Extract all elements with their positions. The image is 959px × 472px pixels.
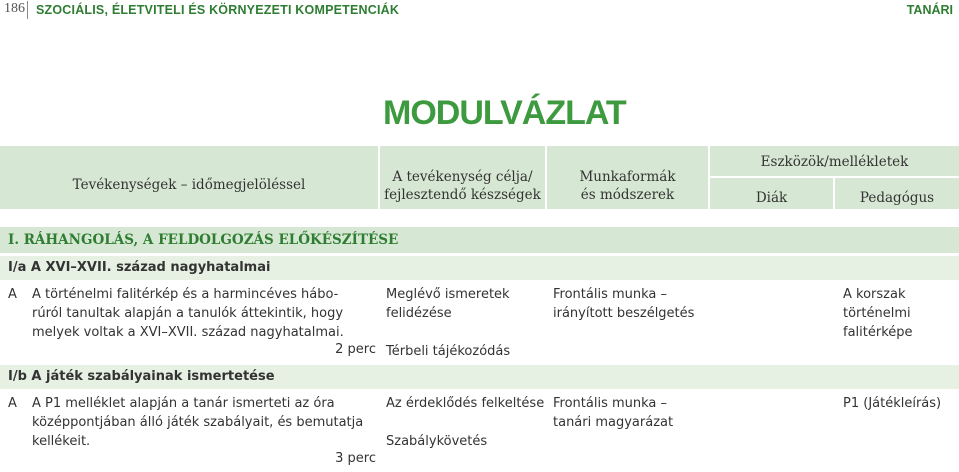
teacher-tools-line: A korszak — [843, 287, 906, 302]
subsection-row-a — [0, 256, 959, 280]
goals-text — [386, 285, 510, 323]
time-label: 3 perc — [335, 451, 376, 466]
activity-line: kellékeit. — [32, 434, 91, 449]
teacher-tools — [843, 285, 913, 342]
col-activities-header: Tevékenységek – időmegjelöléssel — [72, 177, 306, 193]
activity-line: A P1 melléklet alapján a tanár ismerteti az óra — [32, 396, 335, 411]
subsection-prefix-a: I/a A — [8, 260, 41, 275]
page-title: MODULVÁZLAT — [383, 94, 626, 132]
col-student-header: Diák — [755, 190, 788, 206]
methods-line: irányított beszélgetés — [553, 306, 695, 321]
goals-text: Az érdeklődés felkeltése — [386, 396, 545, 411]
row-marker: A — [8, 396, 17, 411]
teacher-tools-line: falitérképe — [843, 325, 913, 340]
activity-line: középpontjában álló játék szabályait, és bemutatja — [32, 415, 364, 430]
subsection-title-a — [8, 260, 270, 275]
subsection-prefix-b: I/b — [8, 369, 27, 384]
activity-line: melyek voltak a XVI–XVII. század nagyhatalmai. — [32, 325, 344, 340]
chapter-title: SZOCIÁLIS, ÉLETVITELI ÉS KÖRNYEZETI KOMPETENCIÁK — [36, 3, 400, 17]
methods-line: tanári magyarázat — [553, 415, 674, 430]
teacher-tools: P1 (Játékleírás) — [843, 396, 942, 411]
col-goals-header — [380, 168, 545, 204]
activity-text — [32, 285, 374, 342]
goals-line: Meglévő ismeretek — [386, 287, 510, 302]
section-title: I. RÁHANGOLÁS, A FELDOLGOZÁS ELŐKÉSZÍTÉSE — [8, 232, 399, 248]
page-number: 186 — [4, 1, 25, 16]
activity-text — [32, 394, 374, 451]
col-methods-header-line1: Munkaformák — [579, 169, 676, 185]
col-methods-header-line2: és módszerek — [580, 187, 675, 203]
row-marker: A — [8, 287, 17, 302]
goals-line: felidézése — [386, 306, 452, 321]
goals-text-2: Térbeli tájékozódás — [386, 344, 511, 359]
header-divider — [27, 1, 28, 19]
col-goals-header-line1: A tevékenység célja/ — [392, 169, 533, 185]
activity-line: rúról tanultak alapján a tanulók áttekintik, hogy — [32, 306, 344, 321]
subsection-row-b — [0, 365, 959, 389]
time-label: 2 perc — [335, 342, 376, 357]
goals-text-2: Szabálykövetés — [386, 434, 488, 449]
role-label: TANÁRI — [906, 3, 953, 17]
col-tools-group-header: Eszközök/mellékletek — [760, 154, 909, 170]
methods-line: Frontális munka – — [553, 396, 668, 411]
methods-text — [553, 285, 694, 323]
methods-line: Frontális munka – — [553, 287, 668, 302]
col-teacher-header: Pedagógus — [859, 190, 935, 206]
subsection-title-b — [8, 369, 275, 384]
col-methods-header — [547, 168, 708, 204]
subsection-text-a: XVI–XVII. század nagyhatalmai — [40, 260, 271, 275]
section-row — [0, 227, 959, 253]
col-goals-header-line2: fejlesztendő készségek — [384, 187, 541, 203]
subsection-text-b: A játék szabályainak ismertetése — [26, 369, 275, 384]
running-header — [0, 0, 959, 22]
teacher-tools-line: történelmi — [843, 306, 911, 321]
activity-line: A történelmi falitérkép és a harmincéves hábo- — [32, 287, 339, 302]
methods-text — [553, 394, 673, 432]
